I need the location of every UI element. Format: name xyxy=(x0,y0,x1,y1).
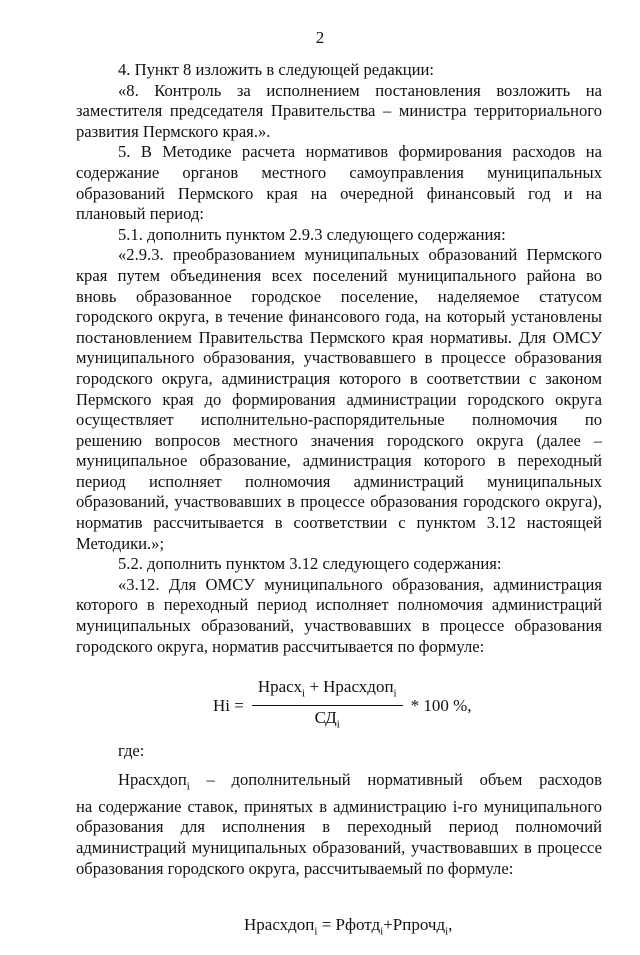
paragraph-item-3-12: «3.12. Для ОМСУ муниципального образования, администрация которого в переходный период исполняет полномочия администраций муниципальных образований, участвовавших в процессе образования городского округа, норматив рассчитывается по формуле: xyxy=(76,574,602,656)
paragraph-item-8-quote: «8. Контроль за исполнением постановления возложить на заместителя председателя Правительства – министра территориального развития Пермского края.». xyxy=(76,80,602,141)
definition-word: нормативный xyxy=(367,769,463,789)
formula-fraction xyxy=(252,677,403,735)
formula-lhs: Hi = xyxy=(213,695,244,715)
definition-word: расходов xyxy=(539,769,602,789)
definition-term: Нрасхдоп$_i$ xyxy=(118,769,190,793)
document-body xyxy=(76,60,602,955)
formula-nrashdop: Нрасхдоп$_i$ = Рфотд$_i$+Рпрочд$_i$, xyxy=(244,915,453,938)
formula-rhs: * 100 %, xyxy=(410,695,472,715)
definition-word: дополнительный xyxy=(231,769,351,789)
paragraph-item-5: 5. В Методике расчета нормативов формирования расходов на содержание органов местного самоуправления муниципальных образований Пермского края на очередной финансовый год и на плановый период: xyxy=(76,142,602,224)
paragraph-item-5-1: 5.1. дополнить пунктом 2.9.3 следующего содержания: xyxy=(118,224,506,244)
page-number: 2 xyxy=(315,28,325,47)
paragraph-item-5-2: 5.2. дополнить пунктом 3.12 следующего содержания: xyxy=(118,554,502,574)
formula-numerator: Нрасх$_i$ + Нрасхдоп$_i$ xyxy=(252,677,403,706)
definition-dash: – xyxy=(206,769,215,789)
paragraph-item-4: 4. Пункт 8 изложить в следующей редакции: xyxy=(118,60,435,79)
formula-denominator: $СД_i$ xyxy=(314,708,340,731)
paragraph-definition-continued: на содержание ставок, принятых в администрацию i-го муниципального образования для исполнения в переходный период полномочий администраций муниципальных образований, участвовавших в процессе образования городского округа, рассчитываемый по формуле: xyxy=(76,796,602,878)
paragraph-item-2-9-3: «2.9.3. преобразованием муниципальных образований Пермского края путем объединения всех поселений муниципального района во вновь образованное городское поселение, наделяемое статусом городского округа, в течение финансового года, на который установлены постановлением Правительства Пермского края нормативы. Для ОМСУ муниципального образования, участвовавшего в процессе образования городского округа, администрация которого в соответствии с законом Пермского края до формирования администрации городского округа осуществляет исполнительно-распорядительные полномочия по решению вопросов местного значения городского округа (далее – муниципальное образование, администрация которого в переходный период исполняет полномочия администраций муниципальных образований, участвовавших в процессе образования городского округа), норматив рассчитывается в соответствии с пунктом 3.12 настоящей Методики.»; xyxy=(76,245,602,553)
definition-line xyxy=(76,770,602,797)
definition-word: объем xyxy=(479,769,523,789)
formula-hi xyxy=(76,657,602,741)
paragraph-where: где: xyxy=(118,741,145,761)
